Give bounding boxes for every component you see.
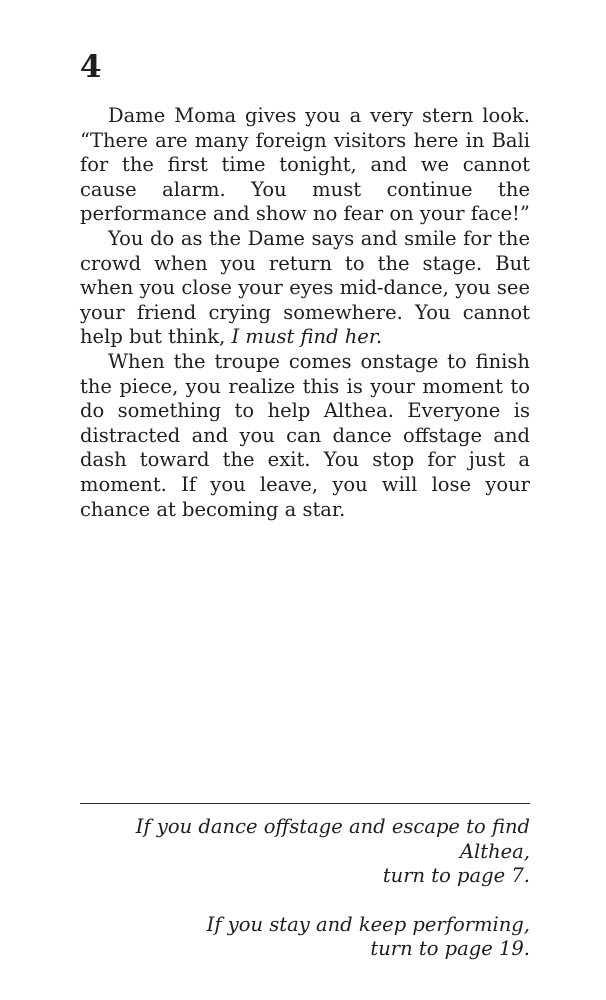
paragraph-2 — [80, 227, 530, 350]
choices — [80, 815, 530, 962]
choice-1-instruction: turn to page 7. — [382, 864, 530, 888]
story-text — [80, 104, 530, 522]
choice-2 — [80, 913, 530, 962]
divider-rule — [80, 803, 530, 804]
paragraph-3-text: When the troupe comes onstage to finish the piece, you realize this is your moment to do something to help Althea. Everyone is distracted and you can dance offstage and dash toward the exit. You stop for just a moment. If you leave, you will lose your chance at becoming a star. — [80, 349, 530, 521]
paragraph-3 — [80, 350, 530, 522]
page-number: 4 — [80, 49, 102, 85]
paragraph-2-text: You do as the Dame says and smile for the crowd when you return to the stage. But when you close your eyes mid-dance, you see your friend crying somewhere. You cannot help but think, — [80, 226, 530, 349]
paragraph-1-text: Dame Moma gives you a very stern look. “There are many foreign visitors here in Bali for the first time tonight, and we cannot cause alarm. You must continue the performance and show no fear on your face!” — [80, 104, 530, 226]
choice-1 — [80, 815, 530, 889]
paragraph-1 — [80, 104, 530, 227]
choice-2-instruction: turn to page 19. — [370, 937, 530, 961]
choice-2-condition: If you stay and keep performing, — [206, 912, 530, 936]
paragraph-2-italic-thought: I must find her. — [231, 325, 383, 349]
choice-1-condition: If you dance offstage and escape to find Althea, — [135, 815, 530, 863]
